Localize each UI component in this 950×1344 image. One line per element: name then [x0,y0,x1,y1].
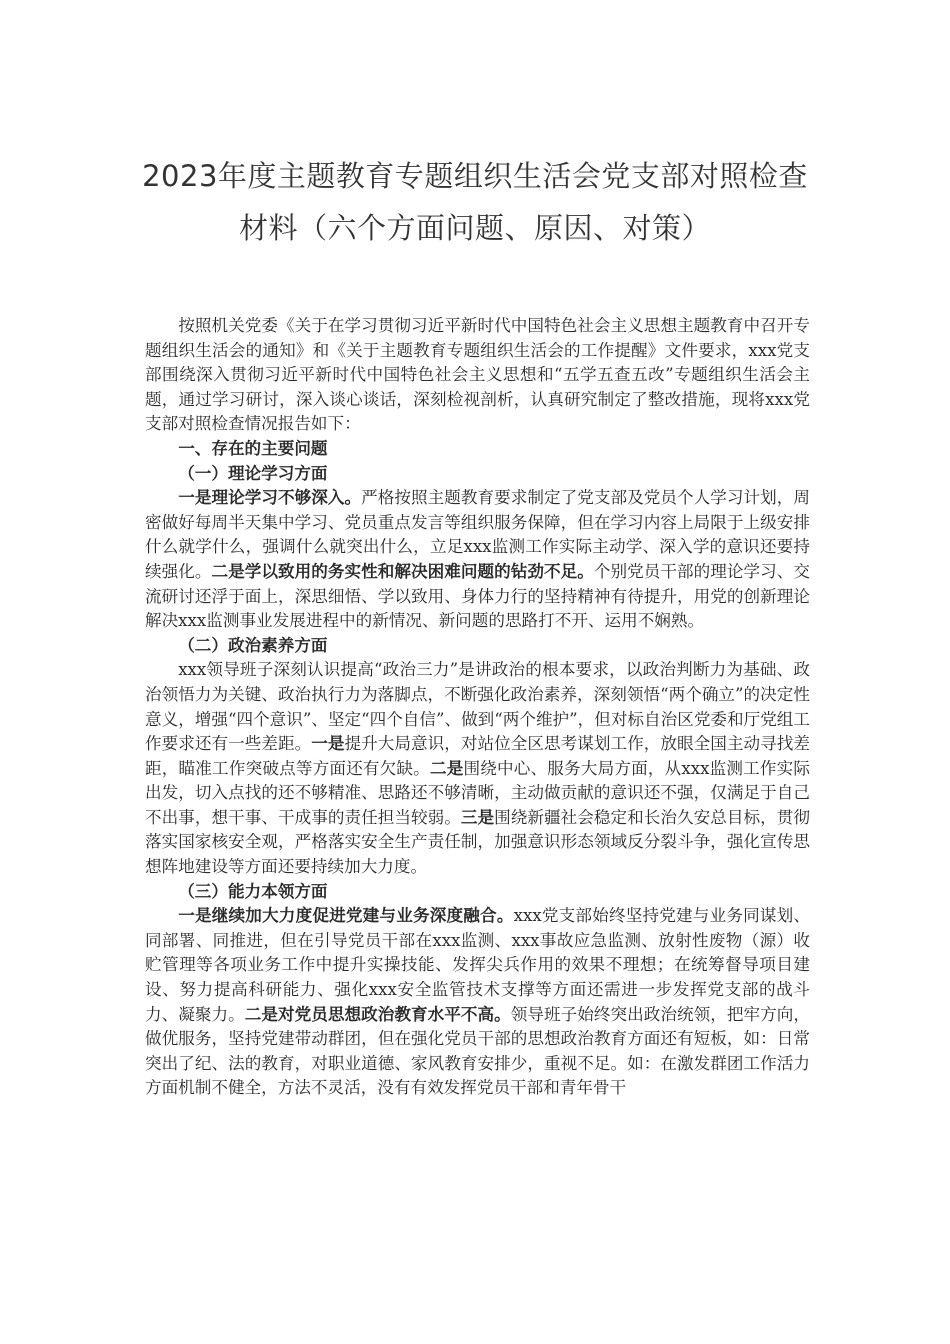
section-heading: 一、存在的主要问题 [178,438,328,458]
subsection-heading-theory: （一）理论学习方面 [178,463,328,483]
title-line-2: 材料（六个方面问题、原因、对策） [238,211,711,245]
point-text: xxx党支部始终坚持党建与业务同谋划、同部署、同推进，但在引导党员干部在xxx监测、xxx事故应急监测、放射性废物（源）收贮管理等各项业务工作中提升实操技能、发挥尖兵作用的效果不理想；在统筹督导项目建设、努力提高科研能力、强化xxx安全监管技术支撑等方面还需进一步发挥党支部的战斗力、凝聚力。 [145,906,811,1024]
point-lead: 二是学以致用的务实性和解决困难问题的钻劲不足。 [211,561,594,581]
point-text: xxx领导班子深刻认识提高“政治三力”是讲政治的根本要求，以政治判断力为基础、政治领悟力为关键、政治执行力为落脚点，不断强化政治素养，深刻领悟“两个确立”的决定性意义，增强“四个意识”、坚定“四个自信”、做到“两个维护”，但对标自治区党委和厅党组工作要求还有一些差距。 [145,660,810,754]
paragraph-ability [145,904,810,1101]
subsection-heading-ability: （三）能力本领方面 [178,881,328,901]
point-lead: 二是 [429,758,464,778]
point-lead: 一是 [311,734,345,754]
point-text: 围绕新疆社会稳定和长治久安总目标，贯彻落实国家核安全观，严格落实安全生产责任制，加强意识形态领域反分裂斗争，强化宣传思想阵地建设等方面还要持续加大力度。 [145,807,811,877]
subsection-heading-politics: （二）政治素养方面 [178,635,328,655]
point-lead: 一是理论学习不够深入。 [178,488,362,508]
point-text: 严格按照主题教育要求制定了党支部及党员个人学习计划，周密做好每周半天集中学习、党员重点发言等组织服务保障，但在学习内容上局限于上级安排什么就学什么，强调什么就突出什么，立足xxx监测工作实际主动学、深入学的意识还要持续强化。 [145,488,811,581]
paragraph-theory [145,486,810,634]
point-text: 个别党员干部的理论学习、交流研讨还浮于面上，深思细悟、学以致用、身体力行的坚持精神有待提升，用党的创新理论解决xxx监测事业发展进程中的新情况、新问题的思路打不开、运用不娴熟。 [145,561,811,631]
title-line-1: 2023年度主题教育专题组织生活会党支部对照检查 [142,159,808,193]
intro-paragraph: 按照机关党委《关于在学习贯彻习近平新时代中国特色社会主义思想主题教育中召开专题组织生活会的通知》和《关于主题教育专题组织生活会的工作提醒》文件要求，xxx党支部围绕深入贯彻习近平新时代中国特色社会主义思想和“五学五查五改”专题组织生活会主题，通过学习研讨，深入谈心谈话，深刻检视剖析，认真研究制定了整改措施，现将xxx党支部对照检查情况报告如下： [145,316,810,434]
point-text: 领导班子始终突出政治统领，把牢方向，做优服务，坚持党建带动群团，但在强化党员干部的思想政治教育方面还有短板，如：日常突出了纪、法的教育，对职业道德、家风教育安排少，重视不足。如：在激发群团工作活力方面机制不健全，方法不灵活，没有有效发挥党员干部和青年骨干 [145,1004,811,1098]
point-lead: 一是继续加大力度促进党建与业务深度融合。 [178,906,514,926]
paragraph-politics [145,658,810,879]
document-body [145,314,810,1101]
document-title [120,150,830,254]
point-text: 提升大局意识，对站位全区思考谋划工作，放眼全国主动寻找差距，瞄准工作突破点等方面还有欠缺。 [145,734,811,778]
point-lead: 二是对党员思想政治教育水平不高。 [244,1004,511,1024]
point-lead: 三是 [460,807,495,827]
point-text: 围绕中心、服务大局方面，从xxx监测工作实际出发，切入点找的还不够精准、思路还不够清晰，主动做贡献的意识还不强，仅满足于自己不出事，想干事、干成事的责任担当较弱。 [145,758,811,827]
